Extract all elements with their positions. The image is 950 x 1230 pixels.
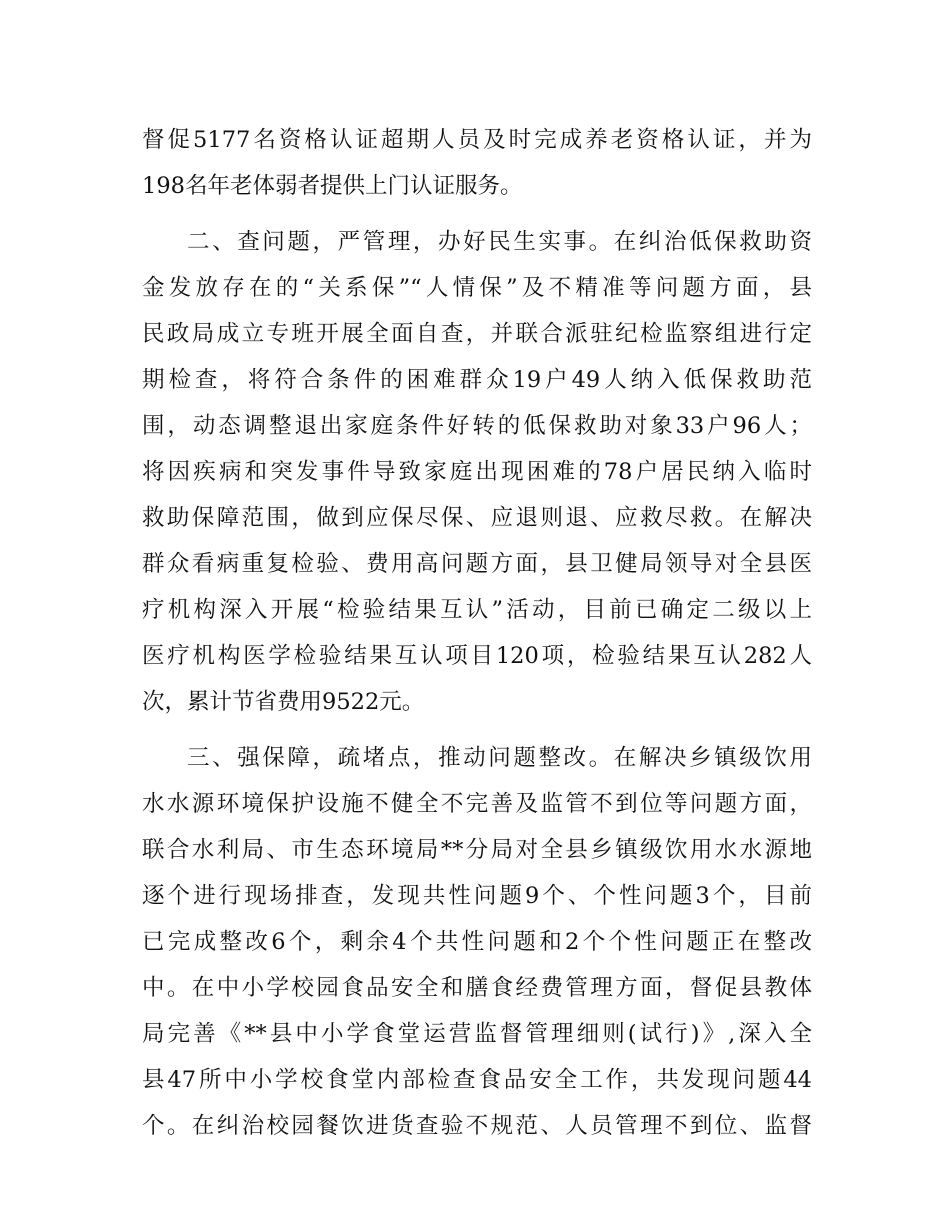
paragraph-3-line-2: 水水源环境保护设施不健全不完善及监管不到位等问题方面， xyxy=(142,791,812,817)
paragraph-3-line-7: 局完善《**县中小学食堂运营监督管理细则(试行)》,深入全 xyxy=(142,1021,812,1047)
paragraph-3-line-8: 县47所中小学校食堂内部检查食品安全工作，共发现问题44 xyxy=(142,1067,812,1093)
paragraph-1-line-1: 督促5177名资格认证超期人员及时完成养老资格认证，并为 xyxy=(142,127,812,153)
paragraph-3-line-5: 已完成整改6个，剩余4个共性问题和2个个性问题正在整改 xyxy=(142,929,812,955)
paragraph-2-line-2: 金发放存在的“关系保”“人情保”及不精准等问题方面，县 xyxy=(142,275,812,301)
paragraph-gap xyxy=(142,725,812,735)
paragraph-2-line-4: 期检查，将符合条件的困难群众19户49人纳入低保救助范 xyxy=(142,367,812,393)
paragraph-3-line-4: 逐个进行现场排查，发现共性问题9个、个性问题3个，目前 xyxy=(142,883,812,909)
paragraph-2-line-3: 民政局成立专班开展全面自查，并联合派驻纪检监察组进行定 xyxy=(142,321,812,347)
paragraph-2-line-1: 二、查问题，严管理，办好民生实事。在纠治低保救助资 xyxy=(187,229,812,255)
paragraph-3-line-3: 联合水利局、市生态环境局**分局对全县乡镇级饮用水水源地 xyxy=(142,837,812,863)
paragraph-2-line-5: 围，动态调整退出家庭条件好转的低保救助对象33户96人； xyxy=(142,413,812,439)
paragraph-2-line-10: 医疗机构医学检验结果互认项目120项，检验结果互认282人 xyxy=(142,643,812,669)
paragraph-2-line-11: 次，累计节省费用9522元。 xyxy=(142,689,425,715)
document-body xyxy=(142,117,812,1149)
paragraph-3-line-9: 个。在纠治校园餐饮进货查验不规范、人员管理不到位、监督 xyxy=(142,1113,812,1139)
paragraph-2-line-6: 将因疾病和突发事件导致家庭出现困难的78户居民纳入临时 xyxy=(142,459,812,485)
paragraph-3-line-1: 三、强保障，疏堵点，推动问题整改。在解决乡镇级饮用 xyxy=(187,745,812,771)
paragraph-3-line-6: 中。在中小学校园食品安全和膳食经费管理方面，督促县教体 xyxy=(142,975,812,1001)
paragraph-2-line-8: 群众看病重复检验、费用高问题方面，县卫健局领导对全县医 xyxy=(142,551,812,577)
paragraph-1-line-2: 198名年老体弱者提供上门认证服务。 xyxy=(142,173,523,199)
paragraph-gap xyxy=(142,209,812,219)
paragraph-2-line-7: 救助保障范围，做到应保尽保、应退则退、应救尽救。在解决 xyxy=(142,505,812,531)
paragraph-2-line-9: 疗机构深入开展“检验结果互认”活动，目前已确定二级以上 xyxy=(142,597,812,623)
